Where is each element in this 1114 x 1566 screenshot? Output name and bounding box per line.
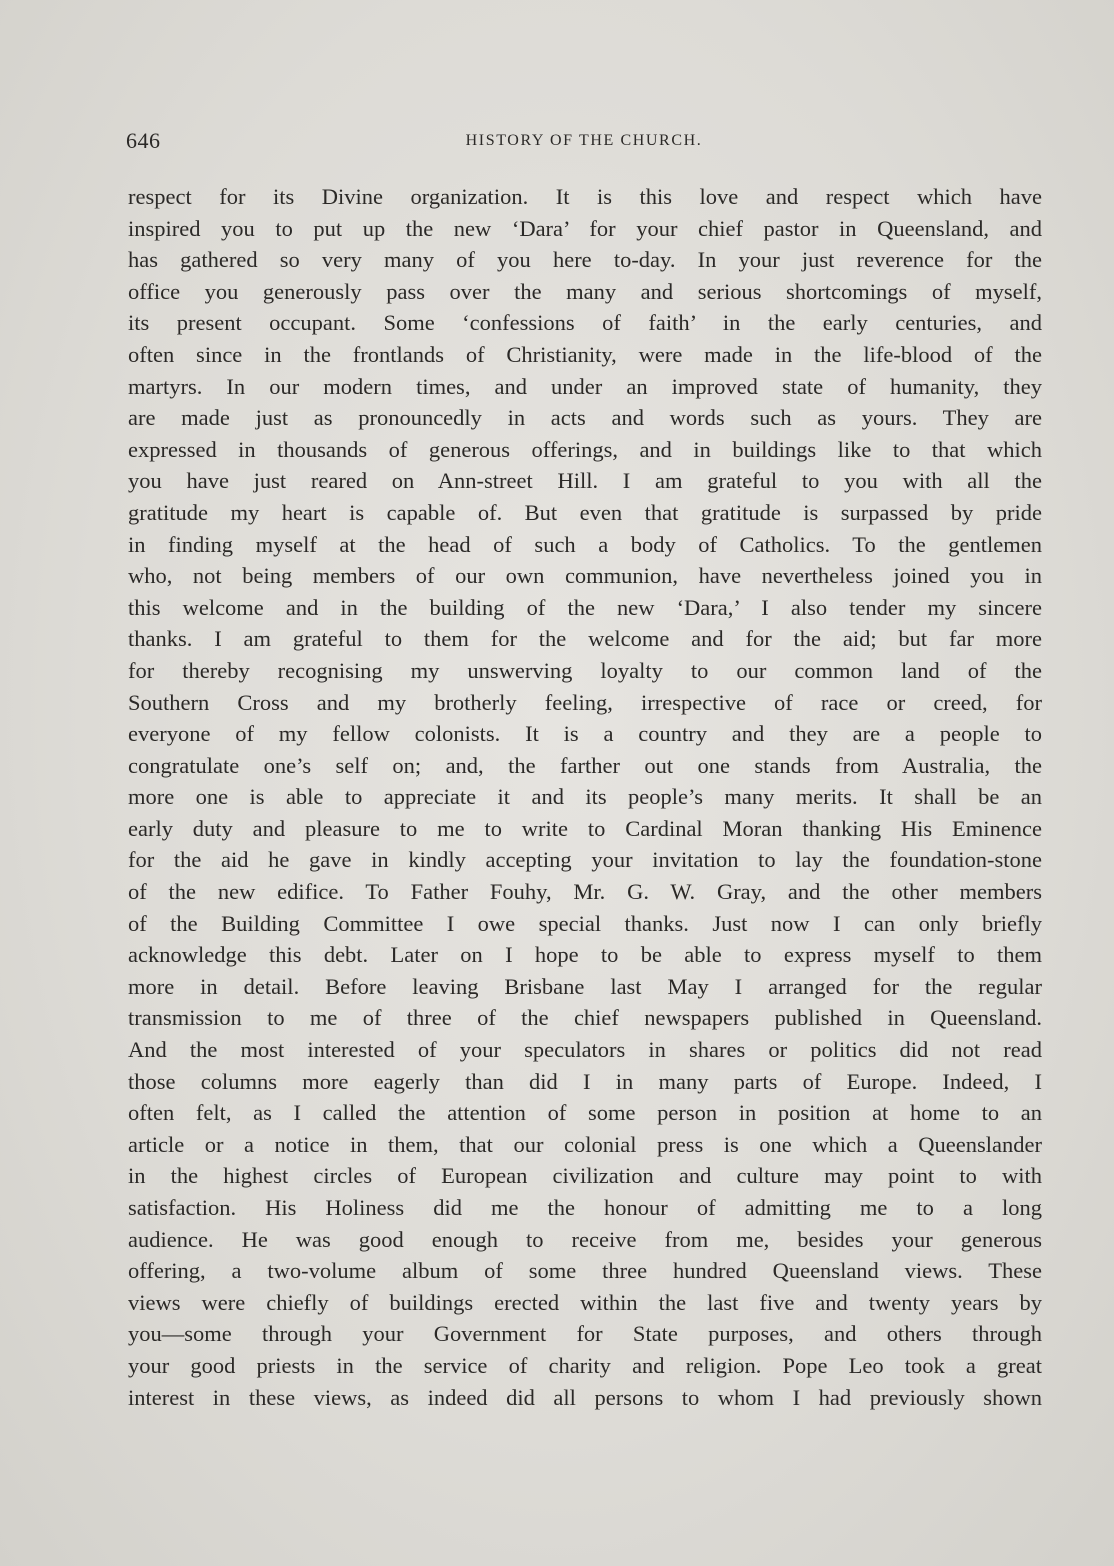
page-number: 646: [126, 128, 161, 153]
text-line: views were chiefly of buildings erected within the last five and twenty years by: [128, 1289, 1042, 1315]
text-line: for thereby recognising my unswerving loyalty to our common land of the: [128, 657, 1042, 683]
running-head: [126, 128, 1042, 158]
text-line: in finding myself at the head of such a body of Catholics. To the gentlemen: [128, 531, 1042, 557]
text-line: in the highest circles of European civilization and culture may point to with: [128, 1163, 1042, 1189]
text-line: you have just reared on Ann-street Hill. I am grateful to you with all the: [128, 468, 1042, 494]
text-line: often since in the frontlands of Christianity, were made in the life-blood of the: [128, 341, 1042, 367]
text-line: office you generously pass over the many and serious shortcomings of myself,: [128, 278, 1042, 304]
text-line: article or a notice in them, that our colonial press is one which a Queenslander: [128, 1131, 1042, 1157]
text-line: respect for its Divine organization. It is this love and respect which have: [128, 184, 1042, 209]
text-line: And the most interested of your speculators in shares or politics did not read: [128, 1037, 1042, 1063]
text-line: audience. He was good enough to receive from me, besides your generous: [128, 1226, 1042, 1252]
text-line: interest in these views, as indeed did all persons to whom I had previously shown: [128, 1384, 1042, 1410]
text-line: Southern Cross and my brotherly feeling, irrespective of race or creed, for: [128, 689, 1042, 715]
text-line: more one is able to appreciate it and its people’s many merits. It shall be an: [128, 784, 1042, 810]
text-line: offering, a two-volume album of some three hundred Queensland views. These: [128, 1258, 1042, 1284]
text-line: early duty and pleasure to me to write to Cardinal Moran thanking His Eminence: [128, 815, 1042, 841]
text-line: its present occupant. Some ‘confessions of faith’ in the early centuries, and: [128, 310, 1042, 336]
text-line: more in detail. Before leaving Brisbane last May I arranged for the regular: [128, 973, 1042, 999]
body-text: [128, 181, 1042, 1413]
text-line: of the new edifice. To Father Fouhy, Mr. G. W. Gray, and the other members: [128, 879, 1042, 905]
text-line: often felt, as I called the attention of some person in position at home to an: [128, 1100, 1042, 1126]
text-line: this welcome and in the building of the new ‘Dara,’ I also tender my sincere: [128, 594, 1042, 620]
running-title: HISTORY OF THE CHURCH.: [465, 132, 703, 149]
text-line: martyrs. In our modern times, and under an improved state of humanity, they: [128, 373, 1042, 399]
text-line: thanks. I am grateful to them for the welcome and for the aid; but far more: [128, 626, 1042, 652]
text-line: your good priests in the service of charity and religion. Pope Leo took a great: [128, 1352, 1042, 1378]
text-line: congratulate one’s self on; and, the farther out one stands from Australia, the: [128, 752, 1042, 778]
text-line: you—some through your Government for State purposes, and others through: [128, 1321, 1042, 1347]
text-line: satisfaction. His Holiness did me the honour of admitting me to a long: [128, 1195, 1042, 1220]
text-line: inspired you to put up the new ‘Dara’ for your chief pastor in Queensland, and: [128, 215, 1042, 241]
text-line: who, not being members of our own communion, have nevertheless joined you in: [128, 563, 1042, 589]
text-line: those columns more eagerly than did I in many parts of Europe. Indeed, I: [128, 1068, 1042, 1094]
text-line: transmission to me of three of the chief newspapers published in Queensland.: [128, 1005, 1042, 1031]
text-line: expressed in thousands of generous offerings, and in buildings like to that which: [128, 436, 1042, 462]
text-line: has gathered so very many of you here to-day. In your just reverence for the: [128, 247, 1042, 273]
text-line: for the aid he gave in kindly accepting your invitation to lay the foundation-stone: [128, 847, 1042, 873]
text-line: everyone of my fellow colonists. It is a country and they are a people to: [128, 721, 1042, 747]
text-line: gratitude my heart is capable of. But even that gratitude is surpassed by pride: [128, 499, 1042, 525]
text-line: are made just as pronouncedly in acts and words such as yours. They are: [128, 405, 1042, 431]
text-line: acknowledge this debt. Later on I hope to be able to express myself to them: [128, 942, 1042, 968]
text-line: of the Building Committee I owe special thanks. Just now I can only briefly: [128, 910, 1042, 936]
